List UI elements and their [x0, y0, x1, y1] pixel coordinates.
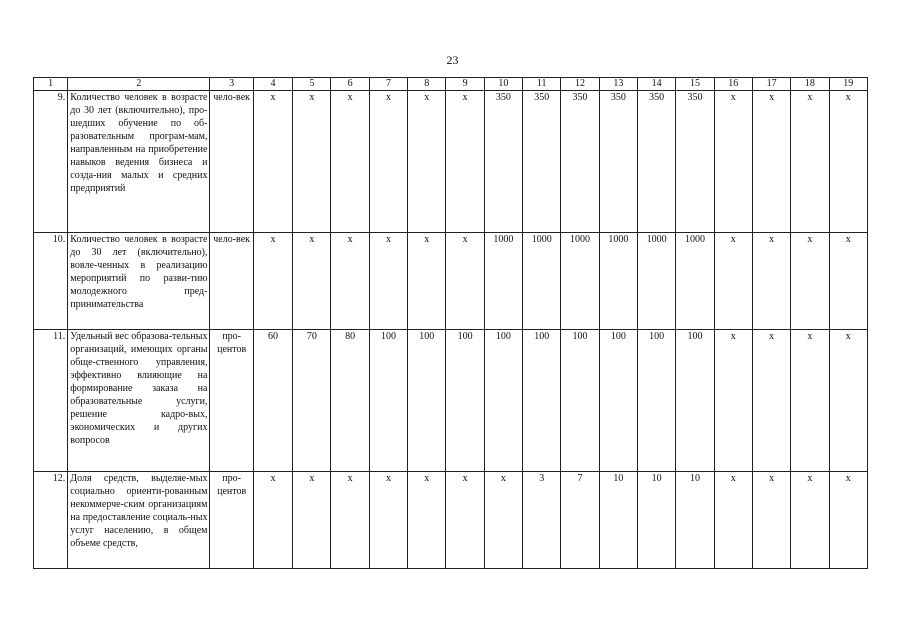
column-header: 13 — [599, 78, 637, 91]
column-header: 14 — [637, 78, 675, 91]
column-header: 5 — [293, 78, 331, 91]
value-cell: x — [446, 91, 484, 233]
value-cell: x — [408, 233, 446, 330]
value-cell: 100 — [561, 330, 599, 472]
value-cell: 350 — [484, 91, 522, 233]
value-cell: x — [752, 472, 790, 569]
value-cell: 350 — [561, 91, 599, 233]
column-header: 9 — [446, 78, 484, 91]
row-number: 10. — [34, 233, 68, 330]
value-cell: 10 — [599, 472, 637, 569]
value-cell: x — [253, 233, 292, 330]
value-cell: x — [791, 91, 829, 233]
value-cell: x — [293, 91, 331, 233]
value-cell: x — [293, 472, 331, 569]
indicators-table — [33, 77, 868, 569]
row-number: 12. — [34, 472, 68, 569]
value-cell: 100 — [523, 330, 561, 472]
value-cell: x — [331, 472, 369, 569]
value-cell: x — [829, 91, 867, 233]
value-cell: 10 — [637, 472, 675, 569]
column-header: 10 — [484, 78, 522, 91]
column-header: 12 — [561, 78, 599, 91]
value-cell: x — [293, 233, 331, 330]
value-cell: x — [446, 233, 484, 330]
value-cell: x — [331, 233, 369, 330]
value-cell: x — [253, 472, 292, 569]
value-cell: 350 — [637, 91, 675, 233]
column-header: 19 — [829, 78, 867, 91]
column-header: 4 — [253, 78, 292, 91]
column-header: 6 — [331, 78, 369, 91]
indicator-unit: чело-век — [210, 91, 253, 233]
column-header: 17 — [752, 78, 790, 91]
value-cell: x — [408, 472, 446, 569]
value-cell: x — [829, 330, 867, 472]
value-cell: 350 — [676, 91, 714, 233]
value-cell: 100 — [637, 330, 675, 472]
value-cell: 100 — [484, 330, 522, 472]
value-cell: 70 — [293, 330, 331, 472]
value-cell: x — [752, 330, 790, 472]
column-header: 18 — [791, 78, 829, 91]
value-cell: x — [829, 233, 867, 330]
value-cell: x — [752, 233, 790, 330]
column-header: 15 — [676, 78, 714, 91]
value-cell: x — [253, 91, 292, 233]
value-cell: 350 — [599, 91, 637, 233]
value-cell: x — [791, 233, 829, 330]
value-cell: 3 — [523, 472, 561, 569]
value-cell: 100 — [676, 330, 714, 472]
value-cell: 1000 — [637, 233, 675, 330]
page-number: 23 — [446, 53, 459, 67]
value-cell: x — [752, 91, 790, 233]
column-header: 16 — [714, 78, 752, 91]
value-cell: x — [408, 91, 446, 233]
indicator-unit: чело-век — [210, 233, 253, 330]
value-cell: 1000 — [676, 233, 714, 330]
value-cell: x — [369, 472, 407, 569]
column-header: 2 — [68, 78, 210, 91]
column-header: 11 — [523, 78, 561, 91]
value-cell: x — [446, 472, 484, 569]
value-cell: 1000 — [561, 233, 599, 330]
value-cell: 1000 — [599, 233, 637, 330]
value-cell: 7 — [561, 472, 599, 569]
value-cell: 100 — [369, 330, 407, 472]
value-cell: 100 — [408, 330, 446, 472]
indicator-unit: про-центов — [210, 472, 253, 569]
indicator-name: Доля средств, выделяе-мых социально ориенти-рованным некоммерче-ским организациям на предоставление социаль-ных услуг населению, в общем объеме средств, — [68, 472, 210, 569]
value-cell: 60 — [253, 330, 292, 472]
value-cell: 1000 — [484, 233, 522, 330]
table-row — [34, 330, 868, 472]
row-number: 11. — [34, 330, 68, 472]
value-cell: x — [714, 472, 752, 569]
value-cell: x — [714, 91, 752, 233]
column-header: 7 — [369, 78, 407, 91]
value-cell: x — [369, 91, 407, 233]
value-cell: 350 — [523, 91, 561, 233]
value-cell: x — [714, 233, 752, 330]
value-cell: 1000 — [523, 233, 561, 330]
value-cell: x — [484, 472, 522, 569]
table-row — [34, 472, 868, 569]
column-header: 1 — [34, 78, 68, 91]
value-cell: x — [714, 330, 752, 472]
value-cell: 100 — [446, 330, 484, 472]
value-cell: x — [791, 330, 829, 472]
value-cell: 10 — [676, 472, 714, 569]
table-row — [34, 233, 868, 330]
indicator-name: Удельный вес образова-тельных организаций, имеющих органы обще-ственного управления, эффективно влияющие на формирование заказа на образовательные услуги, решение кадро-вых, экономических и других вопросов — [68, 330, 210, 472]
value-cell: 80 — [331, 330, 369, 472]
table-row — [34, 91, 868, 233]
row-number: 9. — [34, 91, 68, 233]
value-cell: 100 — [599, 330, 637, 472]
indicator-name: Количество человек в возрасте до 30 лет (включительно), про-шедших обучение по об-разовательным програм-мам, направленным на приобретение навыков ведения бизнеса и созда-ния малых и средних предприятий — [68, 91, 210, 233]
value-cell: x — [331, 91, 369, 233]
indicator-unit: про-центов — [210, 330, 253, 472]
value-cell: x — [791, 472, 829, 569]
column-header: 8 — [408, 78, 446, 91]
value-cell: x — [369, 233, 407, 330]
header-row — [34, 78, 868, 91]
column-header: 3 — [210, 78, 253, 91]
value-cell: x — [829, 472, 867, 569]
indicator-name: Количество человек в возрасте до 30 лет (включительно), вовле-ченных в реализацию мероприятий по разви-тию молодежного пред-принимательства — [68, 233, 210, 330]
